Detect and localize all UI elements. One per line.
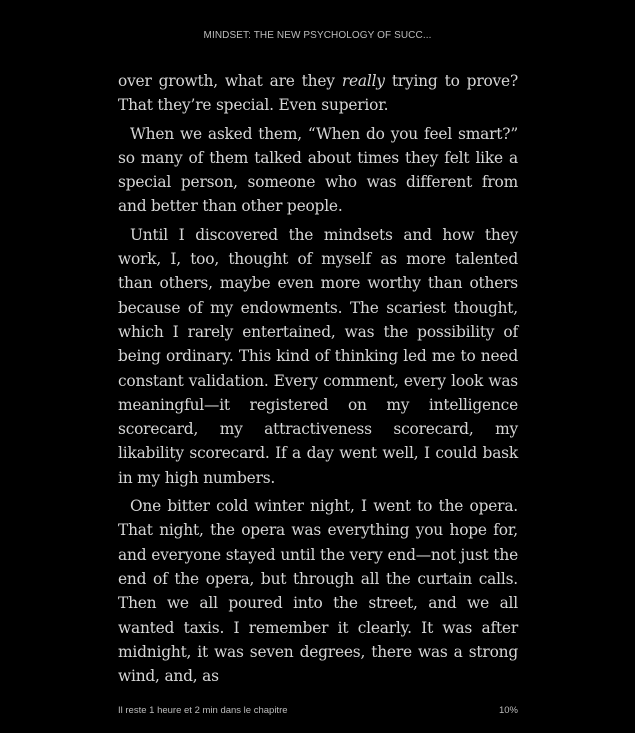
paragraph-1-end: trying to prove? That they’re special. Even superior. — [118, 72, 518, 115]
paragraph-1-start: over growth, what are they — [118, 72, 342, 90]
paragraph-3: Until I discovered the mindsets and how they work, I, too, thought of myself as more talented than others, maybe even more worthy than others because of my endowments. The scariest thought, which I rarely entertained, was the possibility of being ordinary. This kind of thinking led me to need constant validation. Every comment, every look was meaningful—it registered on my intelligence scorecard, my attractiveness scorecard, my likability scorecard. If a day went well, I could bask in my high numbers. — [118, 225, 518, 487]
emphasis-really: really — [341, 72, 385, 90]
page-text — [118, 69, 518, 692]
paragraph-2: When we asked them, “When do you feel smart?” so many of them talked about times they felt like a special person, someone who was different from and better than other people. — [118, 124, 518, 216]
reading-progress[interactable]: 10% — [498, 705, 518, 716]
book-title[interactable]: MINDSET: THE NEW PSYCHOLOGY OF SUCC... — [203, 30, 432, 41]
paragraph-1 — [118, 69, 518, 118]
paragraph-4: One bitter cold winter night, I went to the opera. That night, the opera was everything you hope for, and everyone stayed until the very end—not just the end of the opera, but through all the curtain calls. Then we all poured into the street, and we all wanted taxis. I remember it clearly. It was after midnight, it was seven degrees, there was a strong wind, and, as — [118, 497, 518, 686]
chapter-time-remaining[interactable]: Il reste 1 heure et 2 min dans le chapitre — [118, 705, 288, 716]
